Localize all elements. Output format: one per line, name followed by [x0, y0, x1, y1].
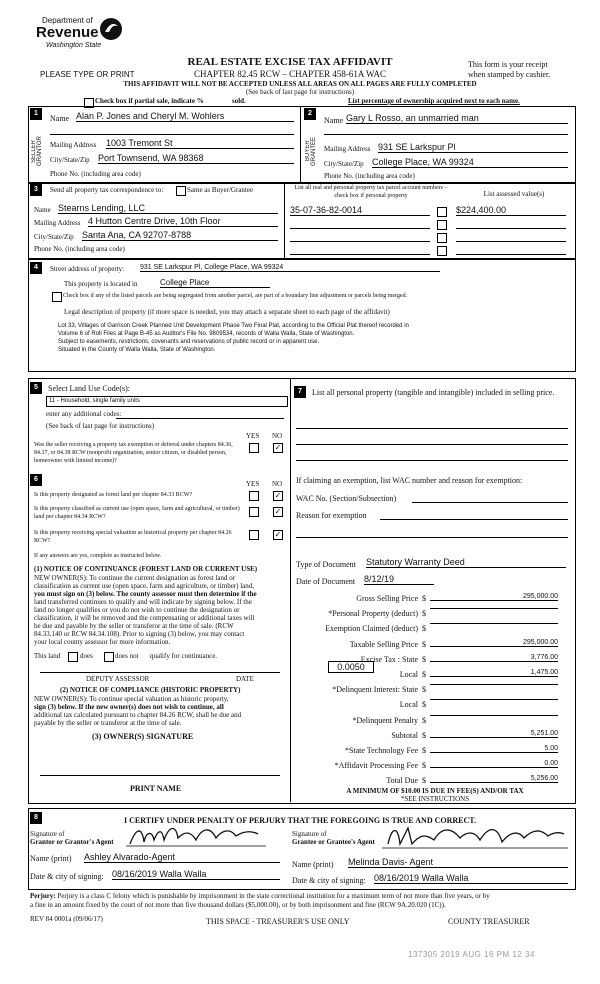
delinquent-interest-local-value[interactable] — [430, 699, 558, 700]
grantor-date-city[interactable]: 08/16/2019 Walla Walla — [112, 869, 280, 880]
owner-signature-title: (3) OWNER(S) SIGNATURE — [92, 732, 194, 741]
buyer-city[interactable]: College Place, WA 99324 — [372, 157, 568, 168]
personal-property-deduct-value[interactable] — [430, 608, 558, 609]
delinquent-penalty-value[interactable] — [430, 715, 558, 716]
grantor-sig-label-b: Grantor or Grantor's Agent — [30, 838, 114, 846]
parcel-number-2[interactable] — [290, 228, 430, 229]
doc-date-label: Date of Document — [296, 577, 356, 586]
assessed-value-header: List assessed value(s) — [483, 190, 545, 198]
notice-1-line-f: classification, it will be removed and the compensating or additional taxes will — [34, 614, 255, 622]
notice-2-line-a: NEW OWNER(S): To continue special valuation as historic property, — [34, 695, 229, 703]
deputy-date-label: DATE — [236, 675, 254, 683]
seller-phone-label: Phone No. (including area code) — [50, 170, 141, 178]
if-yes-note: If any answers are yes, complete as instructed below. — [34, 553, 162, 559]
grantor-sig-label-a: Signature of — [30, 830, 65, 838]
form-revision: REV 84 0001a (09/06/17) — [30, 915, 103, 923]
notice-1-line-d: land transferred continues to qualify and will indicate by signing below. If the — [34, 598, 252, 606]
recording-stamp: 137305 2019 AUG 16 PM 12 34 — [408, 950, 535, 959]
buyer-side-label: BUYER GRANTEE — [305, 136, 317, 166]
perjury-label: Perjury: — [30, 892, 56, 900]
notice-continuance-title: (1) NOTICE OF CONTINUANCE (FOREST LAND OR CURRENT USE) — [34, 565, 258, 573]
street-address[interactable]: 931 SE Larkspur Pl, College Place, WA 99324 — [140, 264, 440, 272]
grantee-signature[interactable] — [382, 822, 568, 852]
print-name-label: PRINT NAME — [130, 784, 182, 793]
taxpayer-phone-label: Phone No. (including area code) — [34, 245, 125, 253]
subtotal-label: Subtotal — [391, 731, 418, 740]
delinquent-interest-local-dollar: $ — [422, 700, 426, 709]
does-not-checkbox[interactable] — [104, 652, 114, 662]
grantor-signature[interactable] — [126, 822, 266, 850]
state-technology-fee-label: *State Technology Fee — [344, 746, 418, 755]
notice-2-line-b: sign (3) below. If the new owner(s) does not wish to continue, all — [34, 703, 224, 711]
seller-name[interactable]: Alan P. Jones and Cheryl M. Wohlers — [76, 111, 294, 122]
receipt-note-1: This form is your receipt — [468, 60, 548, 69]
personal-property-label: List all personal property (tangible and intangible) included in selling price. — [312, 388, 555, 397]
grantee-sig-label-a: Signature of — [292, 830, 327, 838]
notice-1-line-i: your local county assessor for more information. — [34, 638, 171, 646]
exemption-claimed-value[interactable] — [430, 623, 558, 624]
buyer-name-label: Name — [324, 116, 344, 125]
land-use-label: Select Land Use Code(s): — [48, 384, 130, 393]
excise-tax-local-dollar: $ — [422, 670, 426, 679]
located-in-label: This property is located in — [64, 280, 138, 288]
assessed-value-4[interactable] — [456, 254, 566, 255]
reason-input[interactable] — [380, 519, 568, 520]
form-warning: THIS AFFIDAVIT WILL NOT BE ACCEPTED UNLESS ALL AREAS ON ALL PAGES ARE FULLY COMPLETED — [123, 80, 477, 88]
notice-2-line-c: additional tax calculated pursuant to chapter 84.26 RCW, shall be due and — [34, 711, 242, 719]
section-5-number: 5 — [30, 382, 42, 394]
personal-property-line2[interactable] — [296, 444, 568, 445]
seller-city-label: City/State/Zip — [50, 156, 90, 164]
located-in-city[interactable]: College Place — [160, 278, 270, 288]
wac-input[interactable] — [412, 502, 568, 503]
exemption-claimed-dollar: $ — [422, 624, 426, 633]
section-7-number: 7 — [294, 386, 306, 398]
excise-tax-state-label: Excise Tax : State — [360, 655, 418, 664]
s5-see-back: (See back of last page for instructions) — [46, 422, 155, 430]
affidavit-processing-fee-dollar: $ — [422, 761, 426, 770]
forest-no-checkbox[interactable]: ✓ — [274, 491, 282, 500]
buyer-name[interactable]: Gary L Rosso, an unmarried man — [346, 113, 568, 124]
treasurer-space-label: THIS SPACE - TREASURER'S USE ONLY — [206, 917, 350, 926]
taxpayer-mail[interactable]: 4 Hutton Centre Drive, 10th Floor — [88, 216, 278, 227]
current-use-no-checkbox[interactable]: ✓ — [274, 507, 282, 516]
taxable-selling-price-dollar: $ — [422, 640, 426, 649]
taxpayer-mail-label: Mailing Address — [34, 219, 81, 227]
historic-question: Is this property receiving special valuation as historical property per chapter 84.26 RCW? — [34, 530, 232, 544]
legal-line-4: Situated in the County of Walla Walla, State of Washington. — [58, 347, 216, 353]
s5-yes-header: YES — [246, 432, 260, 440]
s5-no-checkbox[interactable]: ✓ — [274, 443, 282, 452]
s6-no-header: NO — [272, 480, 283, 488]
owner-signature-line[interactable] — [40, 775, 280, 776]
delinquent-interest-local-label: Local — [399, 700, 418, 709]
grantee-sig-label-b: Grantee or Grantee's Agent — [292, 838, 375, 846]
forest-yes-checkbox[interactable] — [249, 491, 259, 501]
excise-tax-state-value[interactable]: 3,776.00 — [430, 654, 558, 662]
taxpayer-city-label: City/State/Zip — [34, 233, 74, 241]
grantor-date-label: Date & city of signing: — [30, 872, 104, 881]
total-due-label: Total Due — [386, 776, 418, 785]
seller-mail-label: Mailing Address — [50, 141, 97, 149]
notice-1-line-g: be due and payable by the seller or transferor at the time of sale. (RCW — [34, 622, 234, 630]
send-correspondence-label: Send all property tax correspondence to: — [50, 186, 164, 194]
notice-1-line-a: NEW OWNER(S): To continue the current designation as forest land or — [34, 574, 236, 582]
total-due-dollar: $ — [422, 776, 426, 785]
current-use-question: Is this property classified as current use (open space, farm and agricultural, or timber) land per chapter 84.34 RCW? — [34, 506, 240, 520]
logo-line1: Department of — [42, 16, 93, 25]
gross-selling-price-label: Gross Selling Price — [356, 594, 418, 603]
state-technology-fee-dollar: $ — [422, 746, 426, 755]
deputy-signature-line[interactable] — [40, 672, 280, 673]
assessed-value-1[interactable]: $224,400.00 — [456, 205, 566, 216]
buyer-city-label: City/State/Zip — [324, 160, 364, 168]
section-8-number: 8 — [30, 812, 42, 824]
taxpayer-name[interactable]: Stearns Lending, LLC — [58, 203, 278, 214]
please-type: PLEASE TYPE OR PRINT — [40, 70, 135, 79]
personal-property-checkbox-2[interactable] — [437, 220, 447, 230]
grantee-name-label: Name (print) — [292, 860, 334, 869]
parcel-list-header: List all real and personal property tax parcel account numbers – check box if personal property — [294, 185, 448, 199]
parties-divider — [300, 106, 301, 182]
dor-logo — [36, 14, 136, 62]
personal-property-checkbox-4[interactable] — [437, 246, 447, 256]
legal-line-2: Volume 6 of Roll Files at Page B-45 as Auditor's File No. 9809534, records of Walla Walla, State of Washington. — [58, 331, 355, 337]
this-land-label: This land — [34, 652, 61, 660]
see-back-note: (See back of last page for instructions) — [245, 88, 355, 96]
partial-sale-label: Check box if partial sale, indicate % — [95, 97, 204, 105]
excise-tax-local-label: Local — [399, 670, 418, 679]
delinquent-interest-state-dollar: $ — [422, 685, 426, 694]
personal-property-deduct-label: *Personal Property (deduct) — [328, 609, 418, 618]
percentage-note: List percentage of ownership acquired next to each name. — [348, 97, 520, 105]
parcel-number-3[interactable] — [290, 241, 430, 242]
taxable-selling-price-label: Taxable Selling Price — [349, 640, 418, 649]
current-use-yes-checkbox[interactable] — [249, 507, 259, 517]
historic-yes-checkbox[interactable] — [249, 530, 259, 540]
seller-name-line2 — [50, 134, 294, 135]
reason-label: Reason for exemption — [296, 511, 367, 520]
logo-line2: Revenue — [36, 24, 99, 41]
does-label: does — [80, 652, 93, 660]
personal-property-line1[interactable] — [296, 428, 568, 429]
s5-no-header: NO — [272, 432, 283, 440]
legal-line-1: Lot 33, Villages of Garrison Creek Planned Unit Development Phase Two Final Plat, according to the Official Plat thereof recorded in — [58, 323, 409, 329]
delinquent-interest-state-label: *Delinquent Interest: State — [332, 685, 418, 694]
seller-side-label: SELLER GRANTOR — [31, 136, 43, 166]
same-as-buyer-checkbox[interactable] — [176, 186, 186, 196]
delinquent-interest-state-value[interactable] — [430, 684, 558, 685]
state-technology-fee-value[interactable]: 5.00 — [430, 745, 558, 753]
notice-2-line-d: payable by the seller or transferor at the time of sale. — [34, 719, 182, 727]
additional-codes-label: enter any additional codes: — [46, 410, 122, 418]
perjury-text: Perjury is a class C felony which is punishable by imprisonment in the state correctional institution for a maximum term of not more than five years, or by — [57, 892, 490, 900]
parcel-number-4[interactable] — [290, 254, 430, 255]
exemption-question: Was the seller receiving a property tax exemption or deferral under chapters 84.36, 84.37, or 84.38 RCW (nonprofit organization, senior citizen, or disabled person, homeowner with limited income)? — [34, 442, 233, 464]
seller-city[interactable]: Port Townsend, WA 98368 — [98, 153, 294, 164]
grantor-print-name[interactable]: Ashley Alvarado-Agent — [84, 852, 280, 863]
additional-codes-input[interactable] — [116, 418, 284, 419]
same-as-buyer-label: Same as Buyer/Grantee — [187, 186, 254, 194]
excise-tax-state-dollar: $ — [422, 655, 426, 664]
excise-tax-local-value[interactable]: 1,475.00 — [430, 669, 558, 677]
total-due-value[interactable]: 5,256.00 — [430, 775, 558, 783]
subtotal-dollar: $ — [422, 731, 426, 740]
seller-mail[interactable]: 1003 Tremont St — [106, 138, 294, 149]
buyer-name-line2 — [324, 134, 568, 135]
segregated-checkbox[interactable] — [52, 292, 62, 302]
section-4-number: 4 — [30, 262, 42, 274]
notice-compliance-title: (2) NOTICE OF COMPLIANCE (HISTORIC PROPERTY) — [60, 686, 241, 694]
form-title: REAL ESTATE EXCISE TAX AFFIDAVIT — [187, 56, 393, 68]
does-not-label: does not — [115, 652, 139, 660]
grantee-date-city[interactable]: 08/16/2019 Walla Walla — [374, 873, 568, 884]
wac-label: WAC No. (Section/Subsection) — [296, 494, 397, 503]
logo-line3: Washington State — [46, 42, 102, 49]
taxpayer-city[interactable]: Santa Ana, CA 92707-8788 — [82, 230, 278, 241]
forest-land-question: Is this property designated as forest land per chapter 84.33 RCW? — [34, 492, 193, 498]
form-chapter: CHAPTER 82.45 RCW – CHAPTER 458-61A WAC — [194, 69, 386, 79]
section-3-number: 3 — [30, 184, 42, 196]
notice-1-line-c: you must sign on (3) below. The county assessor must then determine if the — [34, 590, 257, 598]
assessed-value-3[interactable] — [456, 241, 566, 242]
assessed-value-2[interactable] — [456, 228, 566, 229]
personal-property-deduct-dollar: $ — [422, 609, 426, 618]
section-3-divider — [284, 182, 285, 258]
receipt-note-2: when stamped by cashier. — [468, 70, 551, 79]
personal-property-checkbox-3[interactable] — [437, 233, 447, 243]
see-instructions-note: *SEE INSTRUCTIONS — [400, 795, 470, 803]
seller-name-label: Name — [50, 114, 70, 123]
grantor-name-label: Name (print) — [30, 854, 72, 863]
delinquent-penalty-label: *Delinquent Penalty — [352, 716, 418, 725]
affidavit-processing-fee-label: *Affidavit Processing Fee — [334, 761, 418, 770]
doc-type-label: Type of Document — [296, 560, 356, 569]
s5-yes-checkbox[interactable] — [249, 443, 259, 453]
gross-selling-price-dollar: $ — [422, 594, 426, 603]
delinquent-penalty-dollar: $ — [422, 716, 426, 725]
reason-input-2[interactable] — [296, 537, 568, 538]
deputy-assessor-label: DEPUTY ASSESSOR — [86, 675, 150, 683]
legal-description-label: Legal description of property (if more space is needed, you may attach a separate sheet to each page of the affidavit) — [64, 308, 390, 316]
section-2-number: 2 — [304, 108, 316, 120]
doc-date[interactable]: 8/12/19 — [364, 574, 434, 585]
s6-yes-header: YES — [246, 480, 260, 488]
does-checkbox[interactable] — [68, 652, 78, 662]
notice-1-line-h: 84.33.140 or RCW 84.34.108). Prior to signing (3) below, you may contact — [34, 630, 245, 638]
qualify-label: qualify for continuance. — [150, 652, 218, 660]
taxable-selling-price-value[interactable]: 295,000.00 — [430, 639, 558, 647]
notice-1-line-e: land no longer qualifies or you do not wish to continue the designation or — [34, 606, 240, 614]
personal-property-line3[interactable] — [296, 460, 568, 461]
section-1-number: 1 — [30, 108, 42, 120]
segregated-label: Check box if any of the listed parcels are being segregated from another parcel, are part of a boundary line adjustment or parcels being merged. — [63, 293, 408, 299]
perjury-statement — [30, 892, 576, 910]
certify-statement: I CERTIFY UNDER PENALTY OF PERJURY THAT THE FOREGOING IS TRUE AND CORRECT. — [124, 816, 477, 825]
doc-type[interactable]: Statutory Warranty Deed — [366, 557, 566, 568]
street-address-label: Street address of property: — [50, 265, 125, 273]
buyer-mail[interactable]: 931 SE Larkspur Pl — [378, 142, 568, 153]
minimum-due-note: A MINIMUM OF $10.00 IS DUE IN FEE(S) AND/OR TAX — [346, 787, 524, 795]
notice-1-line-b: classification as current use (open space, farm and agriculture, or timber) land, — [34, 582, 255, 590]
buyer-phone-label: Phone No. (including area code) — [324, 172, 415, 180]
subtotal-value[interactable]: 5,251.00 — [430, 730, 558, 738]
partial-sold-label: sold. — [232, 97, 246, 105]
local-rate[interactable]: 0.0050 — [328, 661, 374, 673]
gross-selling-price-value[interactable]: 295,000.00 — [430, 593, 558, 601]
grantee-print-name[interactable]: Melinda Davis- Agent — [348, 857, 568, 868]
swirl-icon — [98, 16, 124, 42]
grantee-date-label: Date & city of signing: — [292, 876, 366, 885]
affidavit-processing-fee-value[interactable]: 0.00 — [430, 760, 558, 768]
buyer-mail-label: Mailing Address — [324, 145, 371, 153]
historic-no-checkbox[interactable]: ✓ — [274, 530, 282, 539]
section-6-number: 6 — [30, 474, 42, 486]
claim-exemption-label: If claiming an exemption, list WAC number and reason for exemption: — [296, 476, 523, 485]
county-treasurer-label: COUNTY TREASURER — [448, 917, 530, 926]
personal-property-checkbox-1[interactable] — [437, 207, 447, 217]
parcel-number-1[interactable]: 35-07-36-82-0014 — [290, 205, 430, 216]
land-use-select[interactable]: 11 - Household, single family units — [46, 396, 288, 407]
exemption-claimed-label: Exemption Claimed (deduct) — [325, 624, 418, 633]
taxpayer-name-label: Name — [34, 206, 51, 214]
perjury-text-2: a fine in an amount fixed by the court of not more than five thousand dollars ($5,000.00), or by both imprisonment and fine (RCW 9A.20.020 (1C)). — [30, 901, 446, 909]
legal-line-3: Subject to easements, restrictions, covenants and reservations of public record or in apparent use. — [58, 339, 320, 345]
